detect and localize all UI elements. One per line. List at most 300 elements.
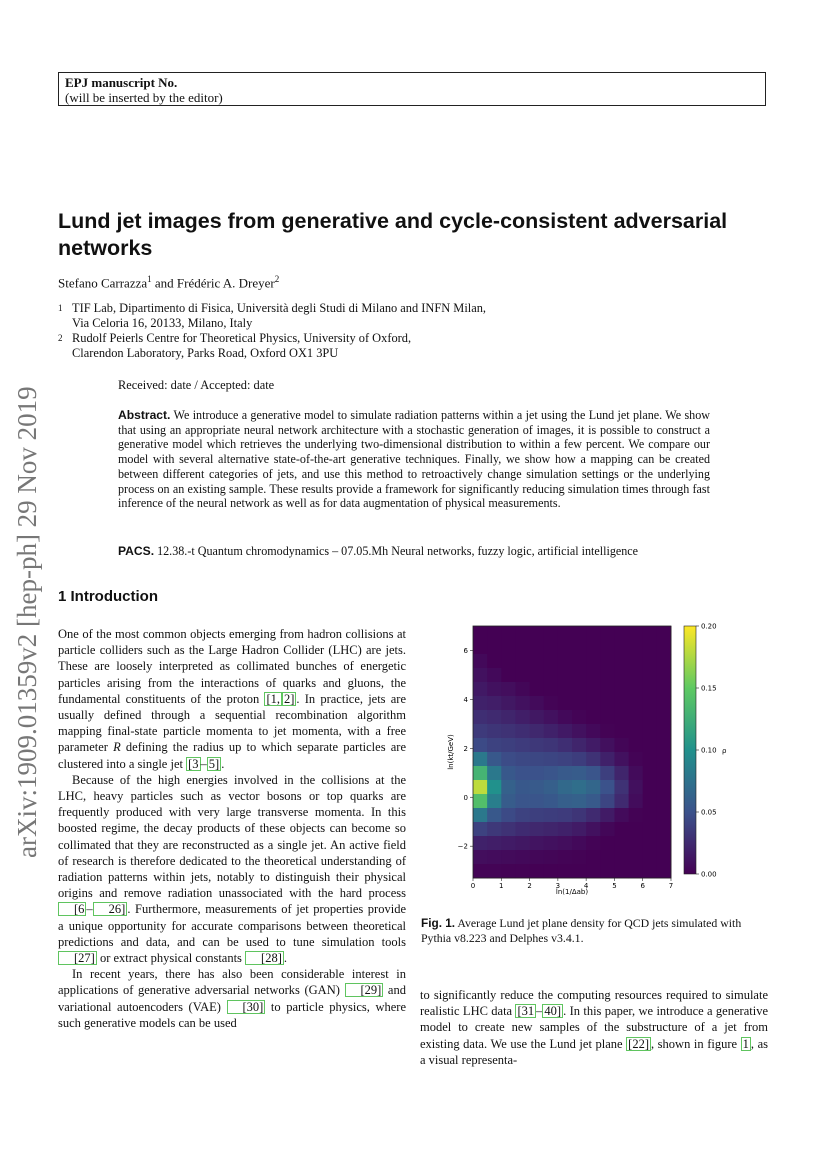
heatmap-cell [487, 836, 502, 850]
heatmap-cell [501, 850, 516, 864]
heatmap-cell [629, 850, 644, 864]
heatmap-cell [515, 626, 530, 640]
colorbar-label: ρ [722, 747, 727, 755]
heatmap-cell [530, 654, 545, 668]
heatmap-cell [614, 780, 629, 794]
colorbar-tick-label: 0.05 [701, 808, 717, 817]
figure-1 [436, 616, 756, 903]
heatmap-cell [544, 640, 559, 654]
text-run: Because of the high energies involved in the collisions at the LHC, heavy particles such as vector bosons or top quarks are frequently produced with very large transverse momenta. In this boosted regime, the decay products of these objects can become so collimated that they are reconstructed as a single jet. An active field of research is therefore dedicated to the theoretical understanding of radiation patterns within jets, notably to distinguish their physical origins and remove radiation unassociated with the hard process [58, 772, 406, 901]
heatmap-cell [586, 836, 601, 850]
affiliation-2 [58, 331, 678, 346]
heatmap-cell [487, 822, 502, 836]
caption-label: Fig. 1. [421, 916, 456, 930]
heatmap-cell [600, 836, 615, 850]
heatmap-cell [515, 780, 530, 794]
heatmap-cell [657, 780, 672, 794]
affiliation-text: Rudolf Peierls Centre for Theoretical Physics, University of Oxford, [72, 331, 412, 345]
heatmap-cell [558, 836, 573, 850]
heatmap-cell [657, 738, 672, 752]
heatmap-cell [643, 808, 658, 822]
heatmap-cell [515, 808, 530, 822]
heatmap-cell [544, 808, 559, 822]
heatmap-cell [629, 626, 644, 640]
heatmap-cell [600, 696, 615, 710]
heatmap-cell [501, 626, 516, 640]
abstract-text: We introduce a generative model to simulate radiation patterns within a jet using the Lund jet plane. We show that using an appropriate neural network architecture with a stochastic generation of images, it is possible to construct a generative model which retrieves the underlying two-dimensional distribution to within a few percent. We compare our model with several alternative state-of-the-art generative techniques. Finally, we show how a mapping can be created between different categories of jets, and use this method to retroactively change simulation settings or the underlying process on an existing sample. These results provide a framework for significantly reducing simulation times through fast inference of the neural network as well as for data augmentation of physical measurements. [118, 408, 710, 511]
heatmap-cell [558, 822, 573, 836]
heatmap-cell [530, 668, 545, 682]
editor-note: (will be inserted by the editor) [65, 90, 223, 105]
heatmap-cell [515, 850, 530, 864]
heatmap-cell [530, 836, 545, 850]
heatmap-cell [657, 836, 672, 850]
heatmap-cell [643, 752, 658, 766]
heatmap-cell [600, 640, 615, 654]
heatmap-cell [586, 738, 601, 752]
heatmap-cell [643, 668, 658, 682]
heatmap-cell [473, 808, 488, 822]
heatmap-cell [530, 752, 545, 766]
heatmap-cell [487, 668, 502, 682]
heatmap-cell [600, 822, 615, 836]
heatmap-cell [643, 766, 658, 780]
y-tick-label: 4 [463, 695, 468, 704]
author-and: and [151, 275, 177, 291]
citation-link[interactable]: [28] [245, 951, 284, 965]
text-run: . [221, 756, 225, 771]
citation-link[interactable]: [1, [266, 691, 280, 706]
heatmap-cell [515, 752, 530, 766]
heatmap-cell [572, 780, 587, 794]
heatmap-cell [558, 696, 573, 710]
heatmap-cell [572, 794, 587, 808]
heatmap-cell [586, 682, 601, 696]
heatmap-cell [643, 682, 658, 696]
heatmap-cell [643, 640, 658, 654]
heatmap-cell [544, 738, 559, 752]
affiliation-1-line2: Via Celoria 16, 20133, Milano, Italy [72, 316, 253, 330]
text-run: and variational autoencoders (VAE) [58, 983, 406, 1014]
pacs-label: PACS. [118, 544, 155, 558]
heatmap-cell [600, 626, 615, 640]
heatmap-cell [657, 864, 672, 878]
heatmap-cell [572, 640, 587, 654]
heatmap-cell [544, 836, 559, 850]
heatmap-cell [657, 822, 672, 836]
heatmap-cell [530, 850, 545, 864]
heatmap-cell [544, 864, 559, 878]
x-tick-label: 2 [527, 882, 532, 890]
heatmap-cell [530, 808, 545, 822]
heatmap-cell [530, 696, 545, 710]
paragraph-1 [58, 626, 406, 772]
heatmap-cell [515, 640, 530, 654]
manuscript-label: EPJ manuscript No. [65, 75, 178, 90]
section-heading: 1 Introduction [58, 588, 158, 605]
text-run: – [86, 902, 93, 917]
heatmap-cell [600, 654, 615, 668]
colorbar-tick-label: 0.00 [701, 870, 717, 879]
heatmap-cell [614, 710, 629, 724]
heatmap-cell [629, 668, 644, 682]
heatmap-cell [515, 696, 530, 710]
affiliation-number: 1 [58, 303, 63, 313]
author-2: Frédéric A. Dreyer [176, 275, 275, 291]
heatmap-cell [572, 864, 587, 878]
citation-link[interactable]: [6 [58, 902, 86, 916]
heatmap-cell [629, 738, 644, 752]
heatmap-cell [600, 794, 615, 808]
heatmap-cell [515, 724, 530, 738]
heatmap-cell [572, 668, 587, 682]
heatmap-cell [629, 752, 644, 766]
heatmap-cell [600, 766, 615, 780]
heatmap-cell [501, 766, 516, 780]
heatmap-cell [643, 850, 658, 864]
heatmap-cell [558, 710, 573, 724]
heatmap-cell [501, 696, 516, 710]
paragraph-4 [420, 987, 768, 1068]
heatmap-cell [629, 710, 644, 724]
heatmap-cell [586, 640, 601, 654]
heatmap-cell [657, 626, 672, 640]
citation-link[interactable]: 2] [284, 691, 295, 706]
heatmap-cell [544, 682, 559, 696]
heatmap-cell [544, 724, 559, 738]
heatmap-cell [629, 724, 644, 738]
x-tick-label: 4 [583, 882, 589, 890]
heatmap-cell [586, 752, 601, 766]
pacs-text: 12.38.-t Quantum chromodynamics – 07.05.Mh Neural networks, fuzzy logic, artificial intelligence [154, 544, 639, 558]
text-run: . Furthermore, measurements of jet properties provide a unique opportunity for accurate comparisons between theoretical predictions and data, and can be used to tune simulation tools [58, 902, 406, 949]
heatmap-cell [473, 752, 488, 766]
heatmap-cell [501, 836, 516, 850]
heatmap-cell [473, 682, 488, 696]
heatmap-cell [530, 766, 545, 780]
heatmap-cell [643, 780, 658, 794]
heatmap-cell [657, 640, 672, 654]
heatmap-cell [530, 822, 545, 836]
heatmap-cell [515, 822, 530, 836]
heatmap-cell [643, 710, 658, 724]
text-run: defining the radius up to which separate particles are clustered into a single jet [58, 740, 406, 771]
heatmap-cell [657, 668, 672, 682]
heatmap-cell [487, 682, 502, 696]
heatmap-cell [530, 794, 545, 808]
heatmap-cell [544, 626, 559, 640]
paper-title: Lund jet images from generative and cycle-consistent adversarial networks [58, 209, 728, 260]
heatmap-cell [501, 808, 516, 822]
heatmap-cell [657, 850, 672, 864]
y-tick-label: 6 [463, 646, 468, 655]
heatmap-cell [530, 724, 545, 738]
paragraph-2 [58, 772, 406, 966]
heatmap-cell [473, 822, 488, 836]
figure-link[interactable]: 1 [742, 1036, 749, 1051]
heatmap-cell [530, 682, 545, 696]
heatmap-cell [544, 794, 559, 808]
heatmap-cell [487, 696, 502, 710]
heatmap-cell [614, 682, 629, 696]
heatmap-cell [643, 738, 658, 752]
heatmap-cell [572, 626, 587, 640]
heatmap-cell [501, 668, 516, 682]
heatmap-cell [558, 752, 573, 766]
heatmap-cell [487, 752, 502, 766]
citation-link[interactable]: 40] [544, 1004, 562, 1019]
x-tick-label: 5 [612, 882, 617, 890]
heatmap-cell [614, 752, 629, 766]
heatmap-cell [614, 766, 629, 780]
heatmap-cell [657, 654, 672, 668]
heatmap-cell [515, 836, 530, 850]
heatmap-cell [572, 836, 587, 850]
heatmap-cell [614, 696, 629, 710]
heatmap-cell [572, 682, 587, 696]
heatmap-cell [558, 724, 573, 738]
text-run: to significantly reduce the computing resources required to simulate realistic LHC data [420, 988, 768, 1019]
figure-caption [421, 916, 769, 946]
heatmap-cell [572, 766, 587, 780]
x-tick-label: 7 [668, 882, 674, 890]
colorbar-tick-label: 0.10 [701, 746, 717, 755]
text-run: . [283, 951, 287, 966]
heatmap-cell [600, 710, 615, 724]
heatmap-cell [530, 780, 545, 794]
citation-link[interactable]: 26] [93, 902, 128, 916]
heatmap-cell [586, 794, 601, 808]
heatmap-cell [558, 766, 573, 780]
math-symbol: R [113, 740, 121, 755]
colorbar-ticks [696, 623, 717, 879]
heatmap-cell [572, 738, 587, 752]
heatmap-cell [586, 822, 601, 836]
x-tick-label: 3 [555, 882, 561, 890]
affiliation-1 [58, 301, 678, 316]
heatmap-cell [473, 738, 488, 752]
heatmap-cell [600, 808, 615, 822]
heatmap-cell [515, 710, 530, 724]
citation-link[interactable]: [29] [345, 983, 384, 997]
heatmap-cell [614, 822, 629, 836]
heatmap-cell [544, 780, 559, 794]
heatmap-cell [558, 780, 573, 794]
heatmap-cell [530, 640, 545, 654]
pacs-line [118, 544, 638, 559]
heatmap-cell [657, 752, 672, 766]
heatmap-cell [614, 668, 629, 682]
heatmap-cell [544, 668, 559, 682]
heatmap-cell [643, 696, 658, 710]
heatmap-cell [600, 682, 615, 696]
citation-link[interactable]: [30] [227, 1000, 266, 1014]
abstract [118, 408, 710, 511]
heatmap-cell [558, 654, 573, 668]
colorbar-tick-label: 0.20 [701, 622, 717, 631]
text-run: . In practice, jets are usually defined through a sequential recombination algorithm mapping final-state particle momenta to jet momenta, with a free parameter [58, 691, 406, 755]
heatmap-cell [558, 668, 573, 682]
heatmap-cell [473, 640, 488, 654]
heatmap-cell [572, 696, 587, 710]
heatmap-cell [614, 626, 629, 640]
heatmap-cell [515, 738, 530, 752]
text-run: , shown in figure [650, 1036, 741, 1051]
heatmap-cell [501, 640, 516, 654]
heatmap-cell [572, 654, 587, 668]
colorbar-tick-label: 0.15 [701, 684, 717, 693]
heatmap-cell [501, 822, 516, 836]
heatmap-cell [515, 794, 530, 808]
paragraph-3 [58, 966, 406, 1031]
left-column [58, 626, 406, 1031]
heatmap-cell [487, 850, 502, 864]
heatmap-cell [530, 738, 545, 752]
y-tick-label: 0 [463, 793, 468, 802]
affiliation-text: TIF Lab, Dipartimento di Fisica, Università degli Studi di Milano and INFN Milan, [72, 301, 487, 315]
heatmap-cell [487, 780, 502, 794]
heatmap-cell [515, 766, 530, 780]
y-tick-label: 2 [463, 744, 468, 753]
heatmap-cell [657, 794, 672, 808]
heatmap-cell [558, 626, 573, 640]
heatmap-cell [473, 766, 488, 780]
heatmap-cell [530, 864, 545, 878]
heatmap-cell [473, 696, 488, 710]
heatmap-cell [473, 724, 488, 738]
heatmap-cell [643, 654, 658, 668]
heatmap-cell [657, 808, 672, 822]
heatmap-cell [629, 640, 644, 654]
author-line [58, 274, 279, 291]
heatmap-cell [586, 654, 601, 668]
heatmap-cell [600, 668, 615, 682]
heatmap-cell [614, 654, 629, 668]
heatmap-cell [600, 752, 615, 766]
heatmap-cell [629, 808, 644, 822]
heatmap-cell [600, 724, 615, 738]
citation-link[interactable]: [27] [58, 951, 97, 965]
heatmap-cell [657, 724, 672, 738]
text-run: In recent years, there has also been considerable interest in applications of generative adversarial networks (GAN) [58, 967, 406, 998]
heatmap-cell [501, 752, 516, 766]
heatmap-cell [473, 710, 488, 724]
x-tick-label: 1 [499, 882, 504, 890]
heatmap-cell [586, 850, 601, 864]
heatmap-cell [572, 850, 587, 864]
colorbar [684, 626, 696, 874]
lund-plane-heatmap [436, 616, 756, 898]
heatmap-cell [487, 640, 502, 654]
heatmap-cell [515, 864, 530, 878]
citation-link[interactable]: [31 [517, 1004, 535, 1019]
author-2-affil: 2 [274, 274, 280, 284]
heatmap-cell [629, 780, 644, 794]
text-run: to particle physics, where such generative models can be used [58, 999, 406, 1030]
heatmap-cell [487, 766, 502, 780]
text-run: or extract physical constants [96, 951, 246, 966]
heatmap-cell [572, 710, 587, 724]
heatmap-cell [586, 710, 601, 724]
heatmap-cell [614, 738, 629, 752]
heatmap-cell [586, 668, 601, 682]
heatmap-cell [501, 682, 516, 696]
heatmap-cell [614, 724, 629, 738]
citation-link[interactable]: [22] [628, 1036, 649, 1051]
heatmap-cell [586, 864, 601, 878]
citation-link[interactable]: [3 [188, 756, 199, 771]
affiliation-2-line2: Clarendon Laboratory, Parks Road, Oxford OX1 3PU [72, 346, 339, 360]
heatmap-cell [657, 710, 672, 724]
heatmap-cell [544, 822, 559, 836]
heatmap-cell [501, 724, 516, 738]
abstract-label: Abstract. [118, 408, 171, 422]
heatmap-cell [530, 710, 545, 724]
heatmap-cell [501, 710, 516, 724]
heatmap-cell [544, 710, 559, 724]
heatmap-cell [515, 668, 530, 682]
heatmap-cell [600, 850, 615, 864]
heatmap-cell [629, 682, 644, 696]
heatmap-cell [572, 752, 587, 766]
text-run: – [200, 756, 207, 771]
heatmap-cell [643, 864, 658, 878]
heatmap-cell [586, 696, 601, 710]
heatmap-cell [544, 654, 559, 668]
heatmap-cell [614, 836, 629, 850]
y-axis-ticks [458, 647, 473, 851]
heatmap-cell [558, 864, 573, 878]
heatmap-cell [558, 794, 573, 808]
heatmap-cell [487, 654, 502, 668]
manuscript-header-box [58, 72, 766, 106]
heatmap-cell [614, 794, 629, 808]
heatmap-cell [572, 808, 587, 822]
heatmap-cell [629, 822, 644, 836]
y-tick-label: −2 [457, 842, 468, 851]
heatmap-cell [629, 864, 644, 878]
heatmap-cell [614, 864, 629, 878]
text-run: – [536, 1004, 543, 1019]
affiliation-number: 2 [58, 333, 63, 343]
heatmap-cell [544, 766, 559, 780]
x-axis-label: ln(1/Δab) [555, 888, 589, 896]
heatmap-cell [614, 808, 629, 822]
author-1: Stefano Carrazza [58, 275, 148, 291]
affiliations [58, 301, 678, 361]
heatmap-cell [501, 654, 516, 668]
heatmap-cell [501, 864, 516, 878]
right-column [420, 987, 768, 1068]
heatmap-cell [473, 850, 488, 864]
citation-link[interactable]: 5] [208, 756, 220, 771]
heatmap-cell [487, 724, 502, 738]
heatmap-cell [544, 850, 559, 864]
caption-text: Average Lund jet plane density for QCD jets simulated with Pythia v8.223 and Delphes v3.4.1. [421, 916, 742, 945]
heatmap-cell [572, 724, 587, 738]
heatmap-cell [586, 780, 601, 794]
heatmap-cell [629, 836, 644, 850]
heatmap-cell [657, 766, 672, 780]
heatmap-cell [643, 794, 658, 808]
heatmap-cell [473, 836, 488, 850]
heatmap-cell [629, 766, 644, 780]
heatmap-cell [586, 626, 601, 640]
heatmap-cell [629, 794, 644, 808]
heatmap-cell [487, 738, 502, 752]
heatmap-cell [643, 626, 658, 640]
heatmap-cell [473, 654, 488, 668]
